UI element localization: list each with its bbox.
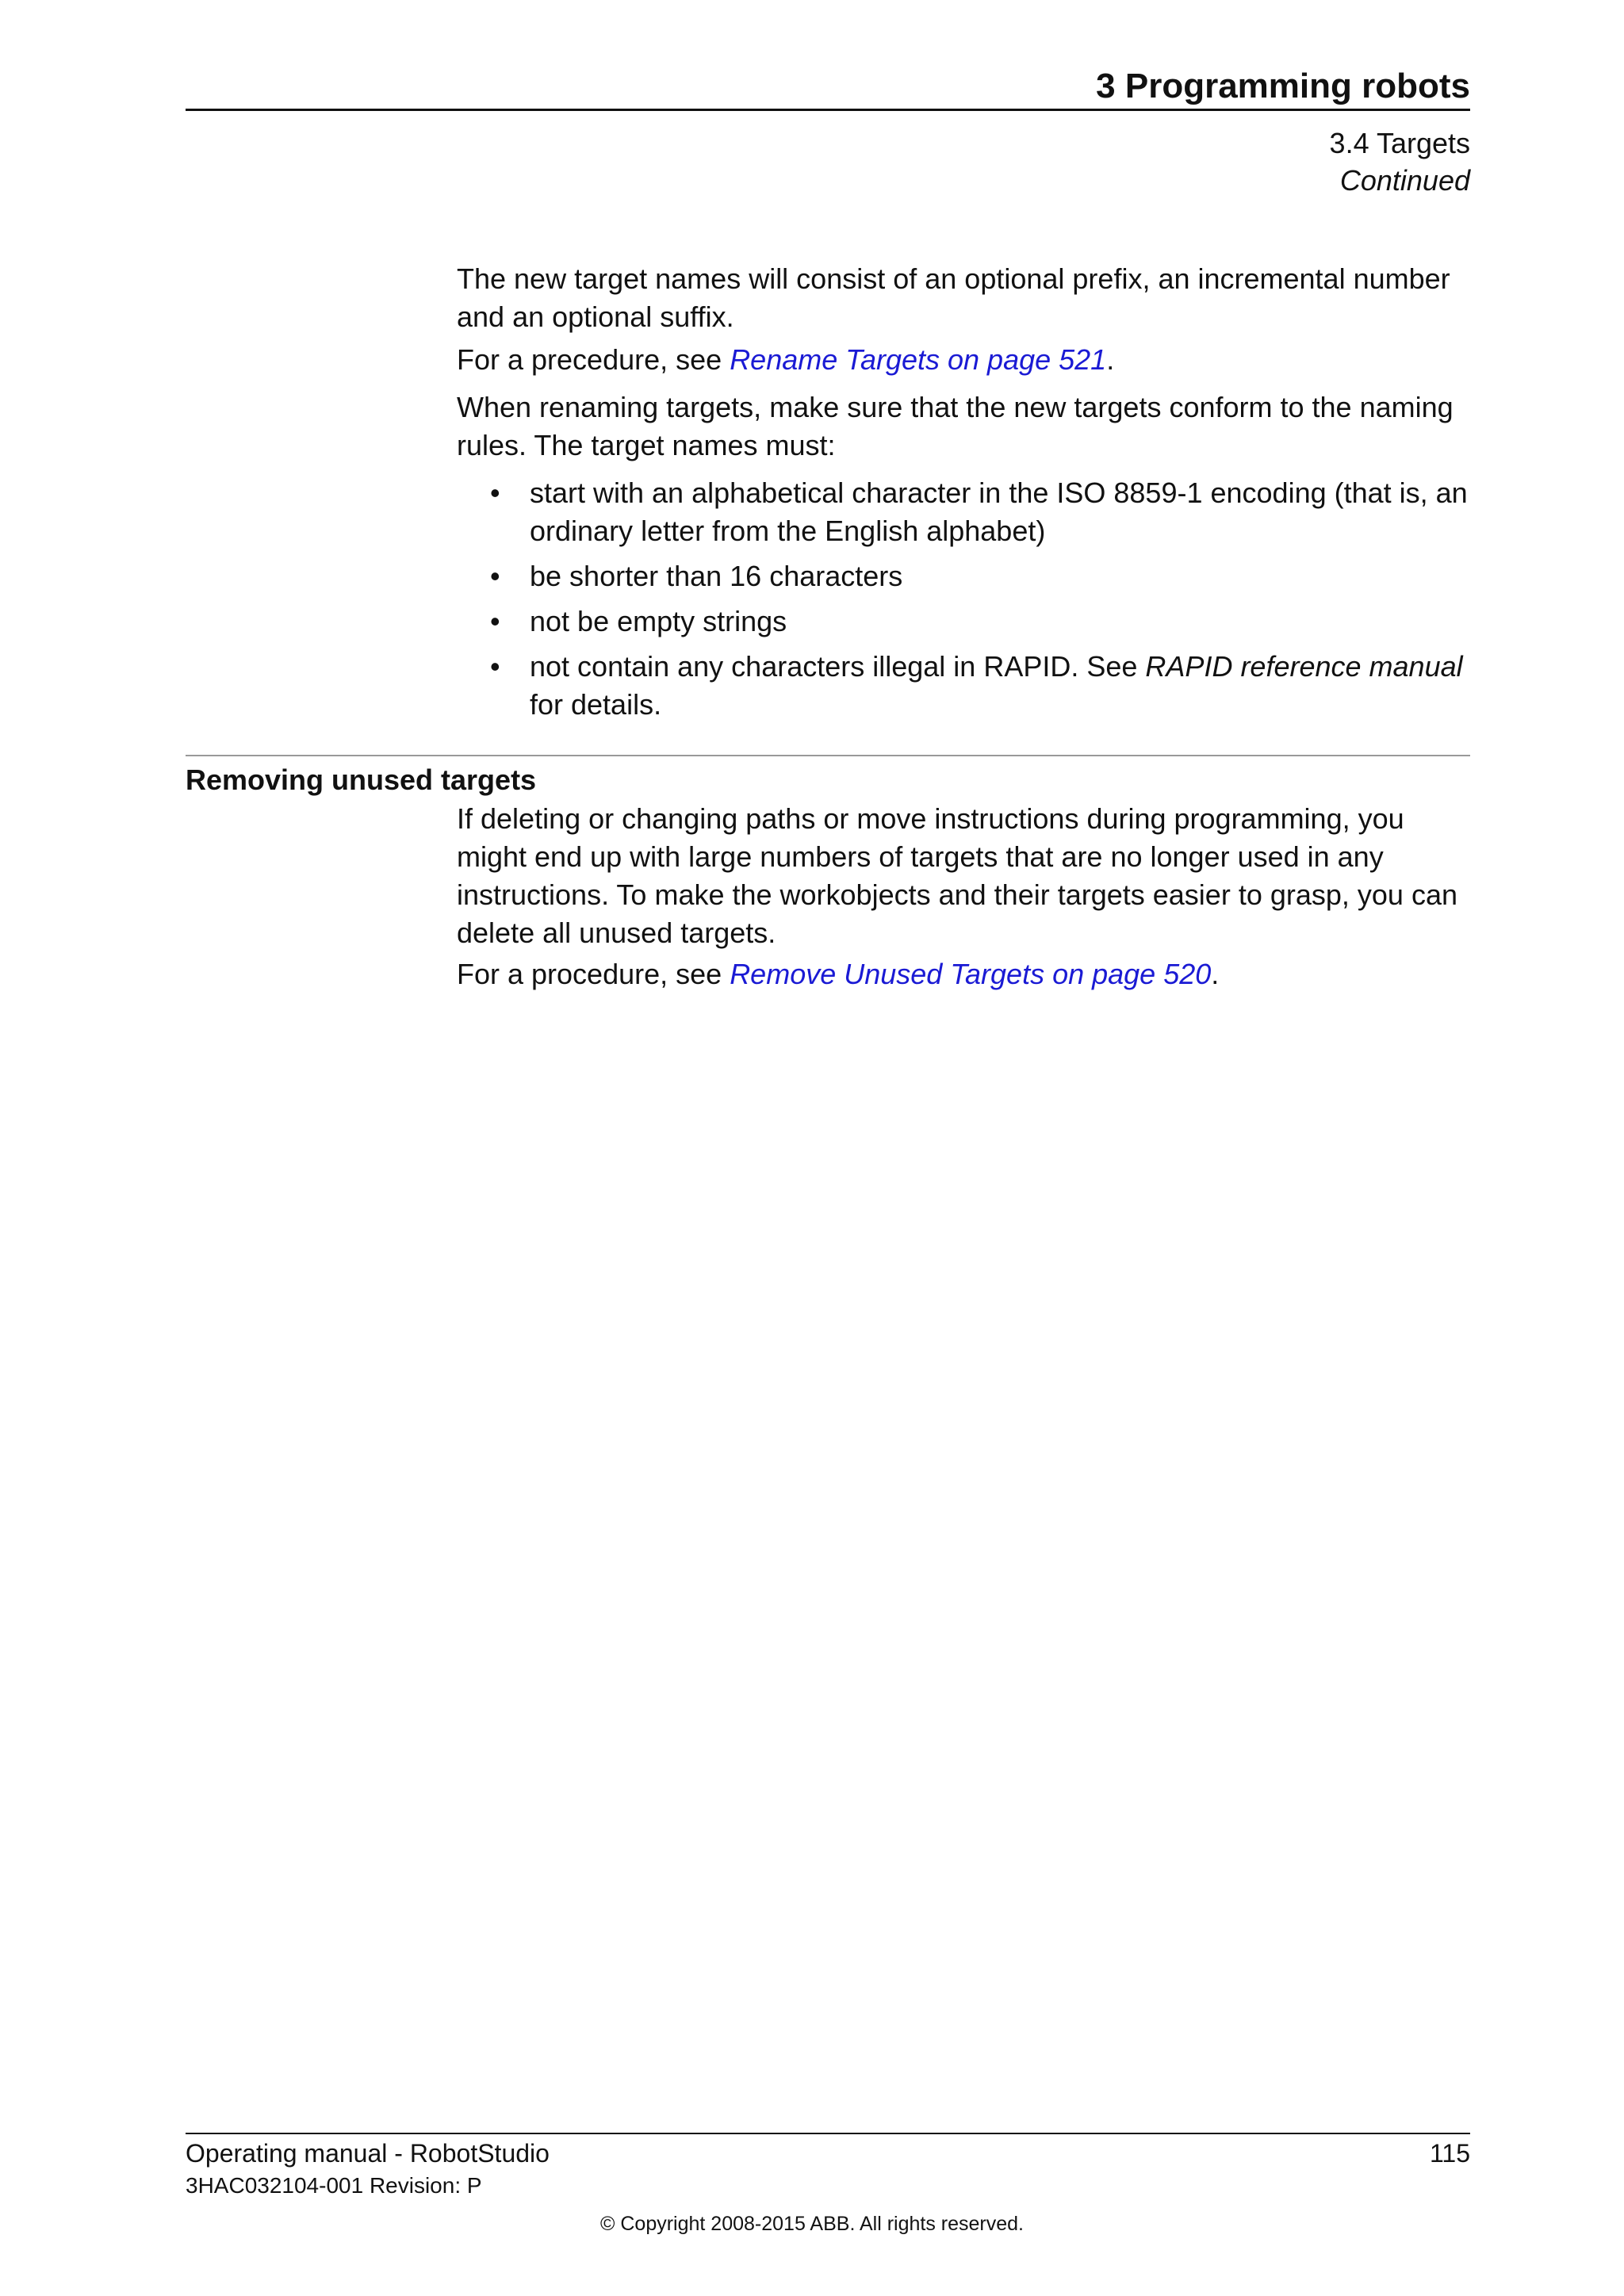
paragraph-naming-rules: When renaming targets, make sure that the new targets conform to the naming rules. The target names must:	[457, 391, 1454, 461]
footer-divider	[186, 2133, 1470, 2134]
list-item: start with an alphabetical character in the ISO 8859-1 encoding (that is, an ordinary letter from the English alphabet)	[530, 476, 1468, 547]
paragraph-target-names: The new target names will consist of an optional prefix, an incremental number and an optional suffix.	[457, 262, 1450, 333]
header-divider	[186, 109, 1470, 111]
bullet-marker: •	[490, 650, 500, 683]
section-heading: Removing unused targets	[186, 763, 537, 796]
bullet-marker: •	[490, 605, 500, 637]
footer-manual-title: Operating manual - RobotStudio	[186, 2139, 550, 2168]
page-number: 115	[1429, 2139, 1470, 2168]
paragraph-unused-targets: If deleting or changing paths or move instructions during programming, you might end up with large numbers of targets that are no longer used in any instructions. To make the workobjects and their targets easier to grasp, you can delete all unused targets.	[457, 802, 1457, 949]
paragraph-text: .	[1106, 343, 1115, 376]
paragraph-text: .	[1211, 958, 1220, 990]
paragraph-rename-procedure	[457, 341, 1480, 379]
document-id: 3HAC032104-001 Revision: P	[186, 2173, 482, 2198]
section-reference: 3.4 Targets	[1329, 127, 1470, 159]
continued-label: Continued	[1339, 164, 1470, 197]
list-item: be shorter than 16 characters	[530, 560, 903, 592]
paragraph-remove-procedure	[457, 955, 1480, 993]
list-item: not be empty strings	[530, 605, 787, 637]
rapid-manual-reference: RAPID reference manual	[1145, 650, 1463, 683]
bullet-marker: •	[490, 560, 500, 592]
list-item-text: not contain any characters illegal in RAPID. See	[530, 650, 1146, 683]
paragraph-text: For a precedure, see	[457, 343, 730, 376]
list-item	[530, 648, 1481, 724]
section-divider	[186, 755, 1470, 756]
bullet-marker: •	[490, 476, 500, 509]
chapter-title: 3 Programming robots	[1096, 67, 1470, 105]
paragraph-text: For a procedure, see	[457, 958, 730, 990]
rename-targets-link[interactable]: Rename Targets on page 521	[730, 343, 1107, 376]
list-item-text: for details.	[530, 688, 662, 721]
remove-unused-targets-link[interactable]: Remove Unused Targets on page 520	[730, 958, 1212, 990]
copyright-notice: © Copyright 2008-2015 ABB. All rights reserved.	[600, 2213, 1024, 2235]
